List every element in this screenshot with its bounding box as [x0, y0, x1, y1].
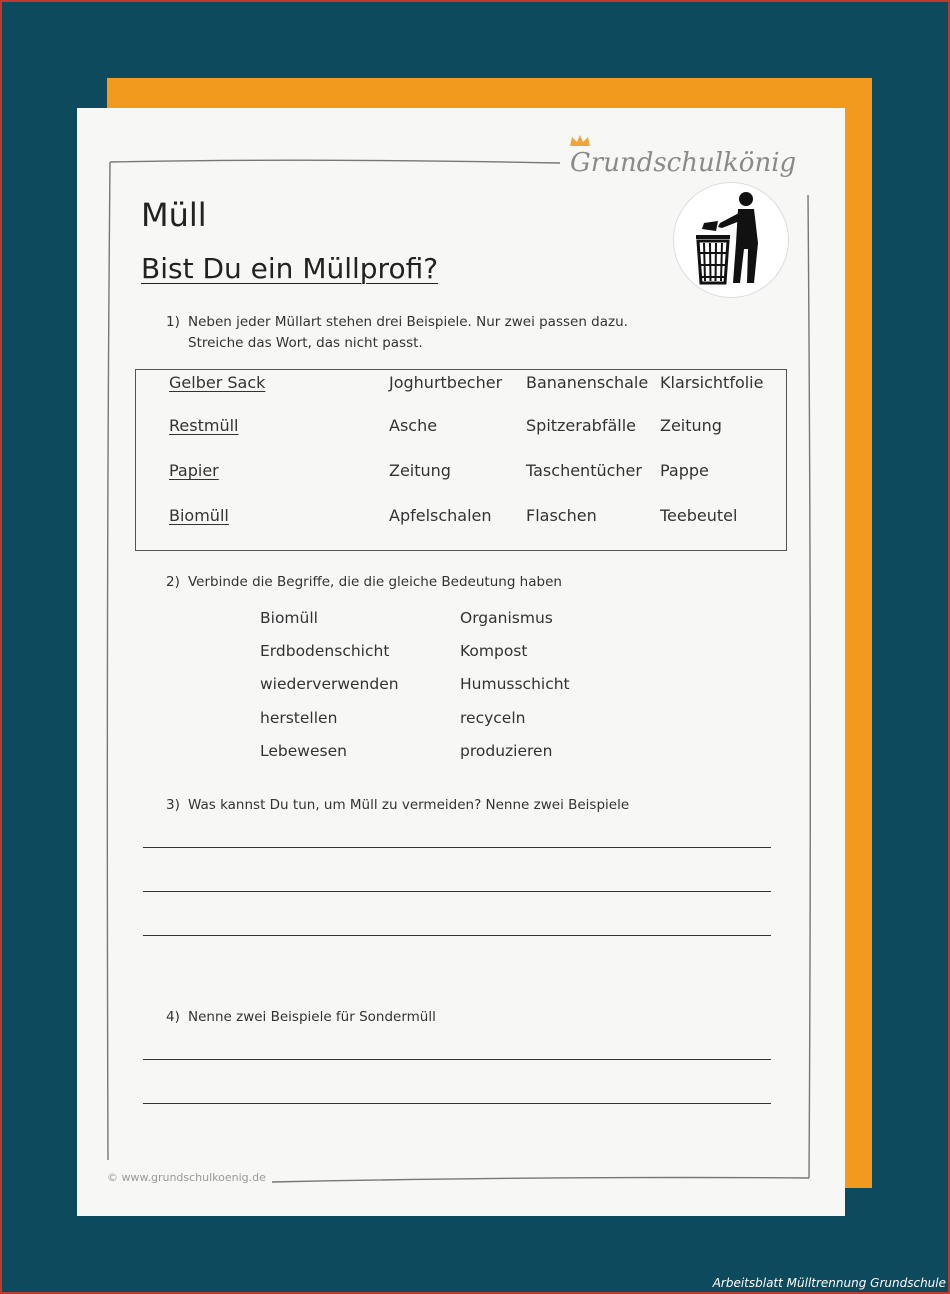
answer-line[interactable] [143, 1059, 771, 1060]
question-1-number: 1) [166, 314, 180, 330]
table-cell: Bananenschale [526, 373, 649, 392]
question-1-text: Neben jeder Müllart stehen drei Beispiele. Nur zwei passen dazu. [188, 314, 628, 330]
table-cell: Klarsichtfolie [660, 373, 764, 392]
match-left-item: herstellen [260, 709, 338, 727]
table-cell: Pappe [660, 461, 709, 480]
match-left-item: wiederverwenden [260, 675, 399, 693]
question-2-number: 2) [166, 574, 180, 590]
table-cell: Apfelschalen [389, 506, 492, 525]
match-right-item: recyceln [460, 709, 526, 727]
question-4 [166, 1009, 436, 1025]
page-title: Müll [141, 196, 207, 234]
answer-line[interactable] [143, 891, 771, 892]
table-cell: Zeitung [389, 461, 451, 480]
table-cell: Teebeutel [660, 506, 738, 525]
table-cell: Asche [389, 416, 438, 435]
match-right-item: Humusschicht [460, 675, 570, 693]
table-row-category: Restmüll [169, 416, 239, 435]
match-left-item: Lebewesen [260, 742, 347, 760]
question-3 [166, 797, 629, 813]
question-2-text: Verbinde die Begriffe, die die gleiche Bedeutung haben [188, 574, 562, 590]
recycle-person-icon [674, 183, 788, 297]
table-cell: Flaschen [526, 506, 597, 525]
match-right-item: produzieren [460, 742, 553, 760]
answer-line[interactable] [143, 935, 771, 936]
crown-icon [568, 134, 592, 148]
table-cell: Zeitung [660, 416, 722, 435]
brand-logo-text: Grundschulkönig [570, 148, 797, 178]
table-row-category: Biomüll [169, 506, 229, 525]
question-1 [166, 314, 628, 351]
question-4-number: 4) [166, 1009, 180, 1025]
match-left-item: Biomüll [260, 609, 318, 627]
match-right-item: Organismus [460, 609, 553, 627]
trash-badge [673, 182, 789, 298]
answer-line[interactable] [143, 847, 771, 848]
image-caption: Arbeitsblatt Mülltrennung Grundschule [712, 1276, 946, 1290]
table-cell: Spitzerabfälle [526, 416, 636, 435]
question-1-instruction: Streiche das Wort, das nicht passt. [188, 335, 423, 351]
table-cell: Joghurtbecher [389, 373, 503, 392]
table-row-category: Papier [169, 461, 219, 480]
table-cell: Taschentücher [526, 461, 642, 480]
table-row-category: Gelber Sack [169, 373, 266, 392]
answer-line[interactable] [143, 1103, 771, 1104]
question-2 [166, 574, 562, 590]
match-left-item: Erdbodenschicht [260, 642, 390, 660]
question-3-text: Was kannst Du tun, um Müll zu vermeiden? Nenne zwei Beispiele [188, 797, 630, 813]
copyright-footer: © www.grundschulkoenig.de [107, 1171, 266, 1184]
page-subtitle: Bist Du ein Müllprofi? [141, 252, 439, 285]
question-4-text: Nenne zwei Beispiele für Sondermüll [188, 1009, 436, 1025]
question-3-number: 3) [166, 797, 180, 813]
match-right-item: Kompost [460, 642, 528, 660]
